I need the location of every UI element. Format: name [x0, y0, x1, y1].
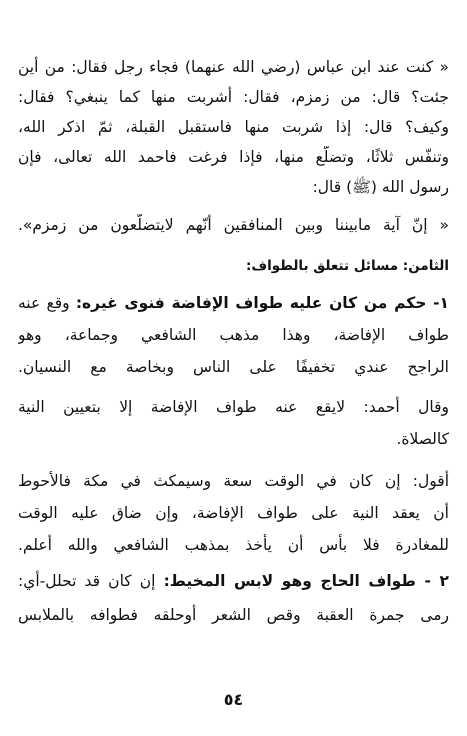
text-line-4: وتنفّس ثلاثًا، وتضلّع منها، فإذا فرغت فاحمد الله تعالى، فإن	[18, 148, 449, 166]
text-line-1: « كنت عند ابن عباس (رضي الله عنهما) فجاء رجل فقال: من أين	[18, 58, 449, 76]
text-line-2: جئت؟ قال: من زمزم، فقال: أشربت منها كما ينبغي؟ فقال:	[18, 88, 449, 106]
item-1-heading-rest: وقع عنه	[18, 294, 76, 312]
item-1-line-2: طواف الإفاضة، وهذا مذهب الشافعي وجماعة، وهو	[18, 326, 449, 344]
item-2-heading: ٢ - طواف الحاج وهو لابس المخيط:	[163, 572, 449, 590]
comment-line-3: للمغادرة فلا بأس أن يأخذ بمذهب الشافعي والله أعلم.	[18, 536, 449, 554]
section-heading: الثامن: مسائل تتعلق بالطواف:	[246, 258, 449, 274]
item-2-line-2: رمى جمرة العقبة وقص الشعر أوحلقه فطوافه بالملابس	[18, 606, 449, 624]
page-number: ٥٤	[223, 690, 244, 709]
item-1-line-1	[18, 292, 449, 316]
item-2-line-1	[18, 570, 449, 594]
text-line-5: رسول الله (ﷺ) قال:	[312, 178, 449, 196]
text-line-3: وكيف؟ قال: إذا شربت منها فاستقبل القبلة، ثمّ اذكر الله،	[18, 118, 449, 136]
hadith-quote-line: « إنّ آية مابيننا وبين المنافقين أنّهم لايتضلّعون من زمزم».	[18, 216, 449, 234]
item-1-line-5: كالصلاة.	[396, 430, 449, 448]
comment-line-2: أن يعقد النية على طواف الإفاضة، وإن ضاق عليه الوقت	[18, 504, 449, 522]
item-1-line-4: وقال أحمد: لايقع عنه طواف الإفاضة إلا بتعيين النية	[18, 398, 449, 416]
item-2-heading-rest: إن كان قد تحلل-أي:	[18, 572, 164, 590]
item-1-heading: ١- حكم من كان عليه طواف الإفاضة فنوى غيره:	[75, 294, 449, 312]
comment-line-1: أقول: إن كان في الوقت سعة وسيمكث في مكة فالأحوط	[18, 472, 449, 490]
item-1-line-3: الراجح عندي تخفيفًا على الناس وبخاصة مع النسيان.	[18, 358, 449, 376]
